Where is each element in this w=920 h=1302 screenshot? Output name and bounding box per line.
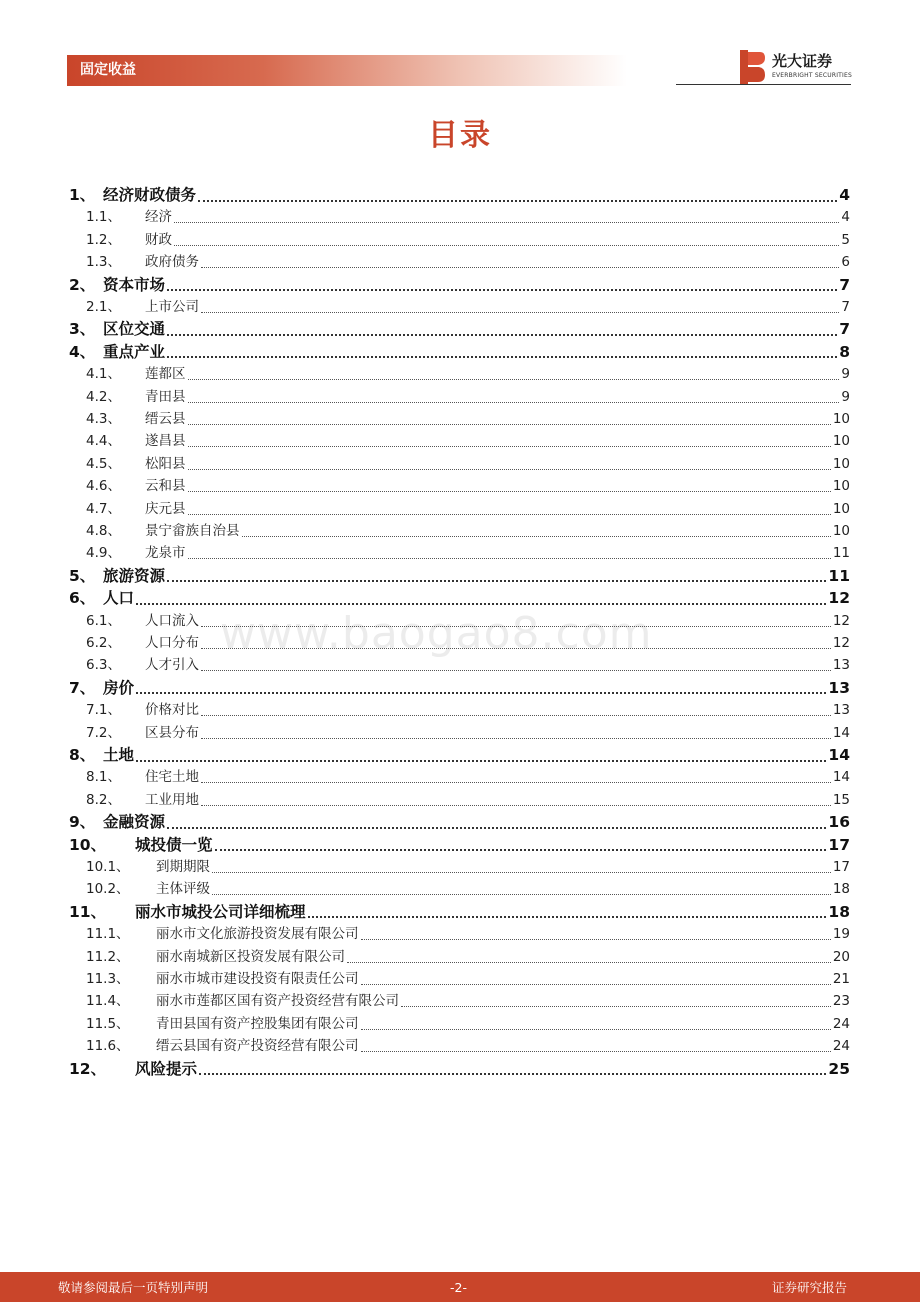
toc-entry-number: 4.1、: [86, 366, 121, 383]
toc-chapter-entry[interactable]: [69, 341, 850, 363]
toc-entry-number: 4.9、: [86, 545, 121, 562]
toc-entry-number: 2.1、: [86, 299, 121, 315]
toc-entry-title: 青田县国有资产控股集团有限公司: [156, 1015, 359, 1032]
toc-entry-number: 8、: [69, 746, 96, 764]
toc-entry-title: 房价: [103, 678, 135, 697]
toc-entry-page: 4: [841, 209, 850, 226]
toc-section-entry[interactable]: [69, 699, 850, 721]
toc-section-entry[interactable]: [69, 229, 850, 251]
toc-section-entry[interactable]: [69, 542, 850, 564]
toc-entry-page: 15: [832, 791, 850, 808]
toc-dot-leader: [188, 557, 831, 559]
toc-dot-leader: [215, 848, 827, 851]
toc-section-entry[interactable]: [69, 1035, 850, 1057]
toc-dot-leader: [212, 893, 831, 895]
toc-section-entry[interactable]: [69, 878, 850, 900]
toc-section-entry[interactable]: [69, 654, 850, 676]
toc-section-entry[interactable]: [69, 453, 850, 475]
toc-dot-leader: [242, 535, 831, 537]
toc-entry-number: 5、: [69, 566, 96, 585]
toc-dot-leader: [174, 221, 839, 223]
toc-dot-leader: [361, 1050, 831, 1052]
toc-section-entry[interactable]: [69, 251, 850, 273]
toc-section-entry[interactable]: [69, 923, 850, 945]
footer-report-type: 证券研究报告: [772, 1280, 848, 1295]
toc-section-entry[interactable]: [69, 498, 850, 520]
toc-entry-title: 城投债一览: [135, 835, 213, 854]
toc-section-entry[interactable]: [69, 1013, 850, 1035]
toc-section-entry[interactable]: [69, 520, 850, 542]
toc-entry-title: 住宅土地: [145, 769, 199, 786]
toc-entry-page: 17: [832, 859, 850, 875]
toc-entry-number: 6.1、: [86, 612, 121, 629]
toc-entry-title: 人才引入: [145, 657, 199, 674]
toc-entry-page: 18: [828, 902, 850, 921]
toc-entry-title: 政府债务: [145, 254, 199, 271]
toc-section-entry[interactable]: [69, 632, 850, 654]
toc-entry-number: 1、: [69, 186, 96, 204]
toc-entry-title: 到期期限: [156, 859, 210, 875]
toc-entry-page: 25: [828, 1059, 850, 1078]
toc-entry-page: 7: [841, 299, 850, 315]
toc-entry-page: 24: [832, 1038, 850, 1055]
toc-entry-number: 8.1、: [86, 769, 121, 786]
toc-entry-number: 4.5、: [86, 455, 121, 472]
toc-dot-leader: [201, 714, 831, 716]
toc-dot-leader: [201, 266, 839, 268]
toc-entry-page: 12: [832, 612, 850, 629]
toc-entry-page: 14: [828, 746, 850, 764]
toc-dot-leader: [201, 625, 831, 627]
toc-entry-page: 11: [828, 566, 850, 585]
toc-entry-title: 经济: [145, 209, 172, 226]
toc-dot-leader: [188, 401, 840, 403]
toc-entry-page: 18: [832, 881, 850, 898]
toc-entry-number: 2、: [69, 275, 96, 294]
toc-entry-number: 11.1、: [86, 926, 130, 943]
toc-dot-leader: [167, 288, 837, 291]
toc-chapter-entry[interactable]: [69, 587, 850, 609]
toc-dot-leader: [201, 781, 831, 783]
toc-entry-page: 9: [841, 388, 850, 405]
toc-section-entry[interactable]: [69, 856, 850, 878]
toc-chapter-entry[interactable]: [69, 677, 850, 699]
toc-dot-leader: [199, 1072, 826, 1075]
toc-entry-number: 11.5、: [86, 1015, 130, 1032]
toc-dot-leader: [136, 759, 826, 762]
toc-section-entry[interactable]: [69, 206, 850, 228]
toc-entry-title: 区县分布: [145, 724, 199, 741]
toc-entry-page: 19: [832, 926, 850, 943]
toc-entry-page: 24: [832, 1015, 850, 1032]
toc-entry-page: 4: [839, 186, 850, 204]
toc-entry-number: 1.2、: [86, 231, 121, 248]
toc-entry-page: 20: [832, 948, 850, 965]
toc-dot-leader: [361, 983, 831, 985]
toc-entry-page: 17: [828, 835, 850, 854]
toc-entry-title: 丽水市城市建设投资有限责任公司: [156, 971, 359, 987]
toc-entry-title: 经济财政债务: [103, 186, 197, 204]
toc-entry-number: 4.6、: [86, 478, 121, 495]
toc-section-entry[interactable]: [69, 386, 850, 408]
toc-entry-number: 10.1、: [86, 859, 130, 875]
toc-section-entry[interactable]: [69, 610, 850, 632]
toc-chapter-entry[interactable]: [69, 1058, 850, 1080]
toc-entry-title: 丽水南城新区投资发展有限公司: [156, 948, 345, 965]
toc-entry-page: 8: [839, 342, 850, 361]
toc-entry-title: 青田县: [145, 388, 186, 405]
toc-section-entry[interactable]: [69, 789, 850, 811]
toc-entry-title: 资本市场: [103, 275, 166, 294]
toc-entry-page: 7: [839, 275, 850, 294]
toc-entry-number: 9、: [69, 813, 96, 832]
toc-section-entry[interactable]: [69, 296, 850, 318]
toc-entry-title: 龙泉市: [145, 545, 186, 562]
toc-dot-leader: [201, 804, 831, 806]
toc-entry-number: 1.3、: [86, 254, 121, 271]
toc-dot-leader: [198, 199, 837, 202]
toc-entry-number: 11.4、: [86, 993, 130, 1010]
toc-entry-title: 金融资源: [103, 813, 166, 832]
toc-entry-title: 主体评级: [156, 881, 210, 898]
toc-section-entry[interactable]: [69, 766, 850, 788]
toc-entry-page: 10: [832, 523, 850, 539]
toc-chapter-entry[interactable]: [69, 901, 850, 923]
toc-section-entry[interactable]: [69, 430, 850, 452]
toc-entry-title: 云和县: [145, 478, 186, 495]
page-title: 目录: [428, 118, 492, 153]
toc-dot-leader: [361, 1028, 831, 1030]
toc-entry-page: 10: [832, 433, 850, 450]
toc-dot-leader: [167, 579, 826, 582]
toc-entry-page: 9: [841, 366, 850, 383]
toc-entry-page: 21: [832, 971, 850, 987]
toc-entry-number: 1.1、: [86, 209, 121, 226]
toc-section-entry[interactable]: [69, 408, 850, 430]
toc-entry-page: 5: [841, 231, 850, 248]
toc-entry-number: 6.3、: [86, 657, 121, 674]
toc-entry-number: 6.2、: [86, 635, 121, 651]
logo-en-text: EVERBRIGHT SECURITIES: [772, 72, 852, 79]
toc-entry-number: 10、: [69, 835, 107, 854]
toc-chapter-entry[interactable]: [69, 184, 850, 206]
toc-dot-leader: [188, 513, 831, 515]
toc-entry-title: 土地: [103, 746, 135, 764]
toc-entry-title: 丽水市莲都区国有资产投资经营有限公司: [156, 993, 399, 1010]
toc-entry-number: 4.3、: [86, 411, 121, 427]
toc-entry-page: 16: [828, 813, 850, 832]
toc-dot-leader: [167, 826, 826, 829]
toc-dot-leader: [167, 355, 837, 358]
toc-entry-number: 4.4、: [86, 433, 121, 450]
toc-dot-leader: [188, 423, 831, 425]
toc-dot-leader: [201, 311, 839, 313]
toc-section-entry[interactable]: [69, 722, 850, 744]
toc-entry-page: 7: [839, 320, 850, 339]
toc-entry-number: 11.3、: [86, 971, 130, 987]
toc-entry-title: 财政: [145, 231, 172, 248]
toc-entry-number: 3、: [69, 320, 96, 339]
footer-page-number: -2-: [450, 1280, 467, 1295]
toc-entry-page: 10: [832, 411, 850, 427]
toc-section-entry[interactable]: [69, 990, 850, 1012]
toc-chapter-entry[interactable]: [69, 274, 850, 296]
toc-entry-page: 14: [832, 769, 850, 786]
toc-entry-title: 风险提示: [135, 1059, 198, 1078]
toc-dot-leader: [136, 691, 826, 694]
toc-entry-number: 11.6、: [86, 1038, 130, 1055]
toc-entry-number: 4.8、: [86, 523, 121, 539]
toc-entry-number: 4.7、: [86, 500, 121, 517]
toc-entry-title: 庆元县: [145, 500, 186, 517]
toc-entry-number: 11、: [69, 902, 107, 921]
toc-dot-leader: [347, 961, 831, 963]
toc-entry-title: 工业用地: [145, 791, 199, 808]
toc-section-entry[interactable]: [69, 363, 850, 385]
toc-entry-number: 7、: [69, 678, 96, 697]
toc-entry-title: 丽水市文化旅游投资发展有限公司: [156, 926, 359, 943]
toc-dot-leader: [308, 915, 827, 918]
toc-entry-page: 10: [832, 500, 850, 517]
toc-entry-title: 区位交通: [103, 320, 166, 339]
toc-entry-number: 10.2、: [86, 881, 130, 898]
toc-dot-leader: [401, 1005, 831, 1007]
toc-entry-page: 11: [832, 545, 850, 562]
toc-chapter-entry[interactable]: [69, 318, 850, 340]
toc-dot-leader: [201, 647, 831, 649]
toc-entry-number: 4、: [69, 342, 96, 361]
toc-entry-page: 10: [832, 455, 850, 472]
toc-entry-title: 人口: [103, 589, 135, 608]
toc-entry-page: 14: [832, 724, 850, 741]
toc-dot-leader: [174, 244, 839, 246]
toc-dot-leader: [188, 445, 831, 447]
toc-entry-title: 遂昌县: [145, 433, 186, 450]
toc-entry-title: 上市公司: [145, 299, 199, 315]
toc-entry-number: 6、: [69, 589, 96, 608]
toc-entry-page: 13: [828, 678, 850, 697]
toc-entry-title: 重点产业: [103, 342, 166, 361]
toc-entry-number: 7.2、: [86, 724, 121, 741]
toc-entry-number: 7.1、: [86, 702, 121, 719]
toc-dot-leader: [136, 602, 826, 605]
toc-entry-page: 13: [832, 702, 850, 719]
toc-entry-page: 10: [832, 478, 850, 495]
toc-entry-title: 景宁畲族自治县: [145, 523, 240, 539]
toc-dot-leader: [167, 333, 837, 336]
toc-dot-leader: [361, 938, 831, 940]
toc-chapter-entry[interactable]: [69, 744, 850, 766]
toc-dot-leader: [212, 871, 831, 873]
toc-entry-title: 旅游资源: [103, 566, 166, 585]
toc-entry-page: 12: [832, 635, 850, 651]
toc-entry-number: 8.2、: [86, 791, 121, 808]
toc-chapter-entry[interactable]: [69, 811, 850, 833]
toc-entry-title: 丽水市城投公司详细梳理: [135, 902, 306, 921]
toc-dot-leader: [188, 468, 831, 470]
toc-entry-title: 缙云县: [145, 411, 186, 427]
toc-entry-page: 6: [841, 254, 850, 271]
toc-entry-title: 价格对比: [145, 702, 199, 719]
toc-chapter-entry[interactable]: [69, 834, 850, 856]
toc-entry-title: 莲都区: [145, 366, 186, 383]
toc-entry-page: 12: [828, 589, 850, 608]
toc-entry-page: 23: [832, 993, 850, 1010]
toc-entry-number: 11.2、: [86, 948, 130, 965]
toc-entry-title: 缙云县国有资产投资经营有限公司: [156, 1038, 359, 1055]
section-label: 固定收益: [80, 62, 136, 78]
toc-dot-leader: [201, 737, 831, 739]
toc-entry-number: 4.2、: [86, 388, 121, 405]
toc-entry-number: 12、: [69, 1059, 107, 1078]
toc-entry-page: 13: [832, 657, 850, 674]
toc-dot-leader: [188, 490, 831, 492]
toc-chapter-entry[interactable]: [69, 565, 850, 587]
toc-entry-title: 人口分布: [145, 635, 199, 651]
toc-section-entry[interactable]: [69, 475, 850, 497]
footer-disclaimer: 敬请参阅最后一页特别声明: [58, 1280, 209, 1295]
toc-section-entry[interactable]: [69, 968, 850, 990]
logo-cn-text: 光大证券: [772, 52, 833, 70]
toc-dot-leader: [201, 669, 831, 671]
watermark: www.baogao8.com: [220, 608, 653, 659]
toc-dot-leader: [188, 378, 840, 380]
toc-entry-title: 人口流入: [145, 612, 199, 629]
toc-entry-title: 松阳县: [145, 455, 186, 472]
toc-section-entry[interactable]: [69, 946, 850, 968]
